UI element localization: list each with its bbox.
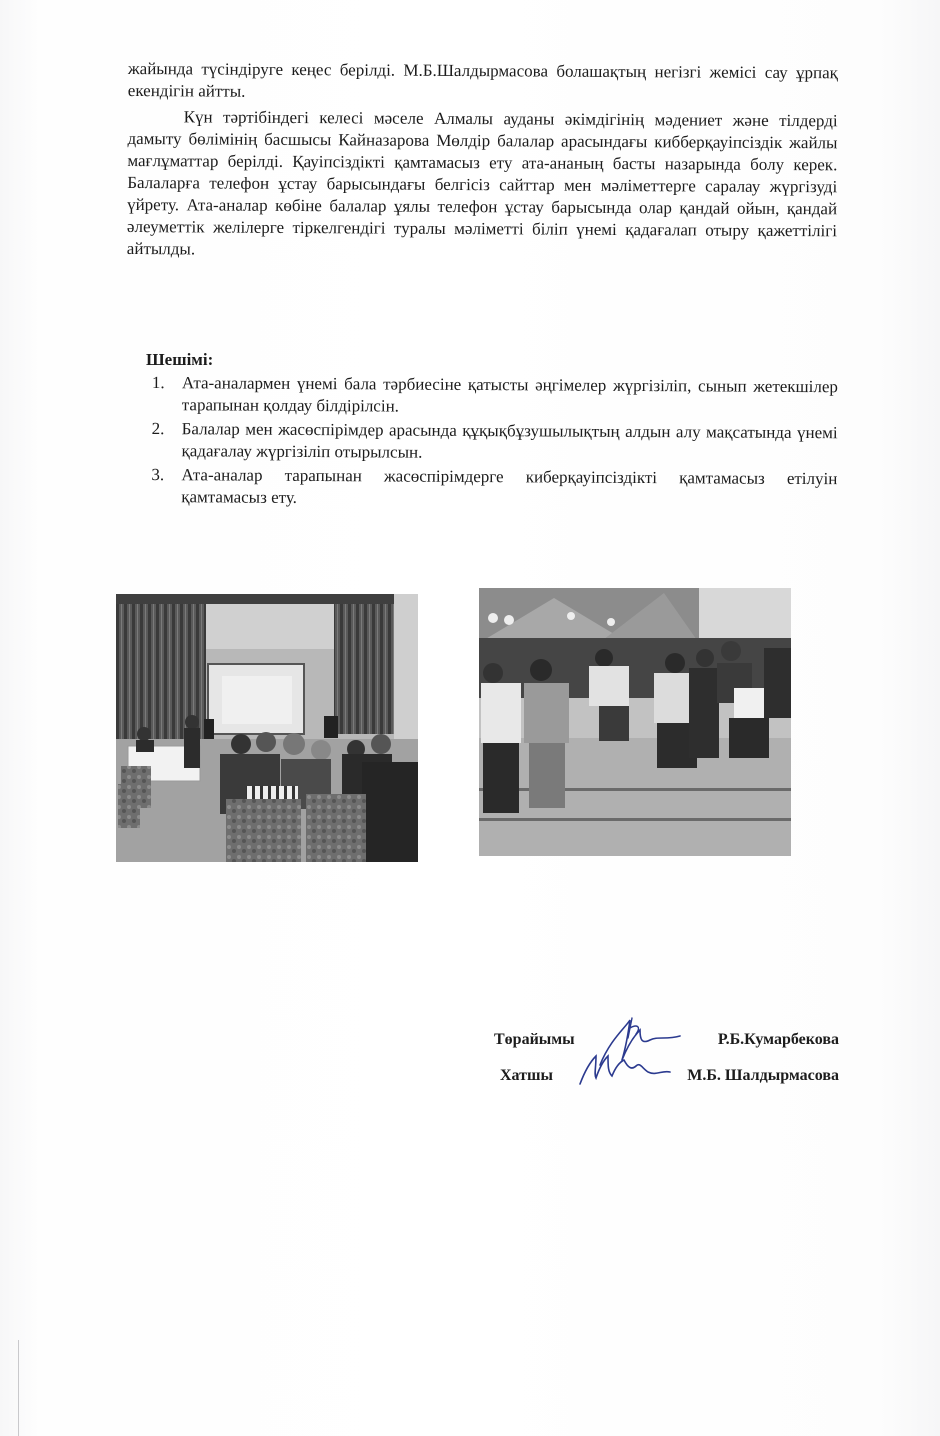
decision-item: [146, 372, 838, 420]
signature-name: М.Б. Шалдырмасова: [687, 1067, 839, 1084]
audience-image: [479, 588, 791, 856]
photo-audience: [479, 588, 791, 856]
photo-meeting-hall: [116, 594, 418, 862]
meeting-hall-image: [116, 594, 418, 862]
paragraph-intro: жайында түсіндіруге кеңес берілді. М.Б.Шалдырмасова болашақтың негізгі жемісі сау ұрпақ екендігін айтты.: [127, 58, 838, 101]
signature-block: [494, 1022, 839, 1094]
decision-number: 3.: [151, 465, 165, 485]
decision-number: 2.: [151, 419, 165, 439]
signature-row-chair: [494, 1022, 839, 1058]
decision-item: [145, 418, 837, 466]
signature-role: Хатшы: [500, 1067, 553, 1084]
page-edge-shadow: [18, 1340, 19, 1436]
decision-item: [145, 464, 837, 512]
decision-number: 1.: [151, 373, 165, 393]
decision-list: [145, 372, 838, 514]
paragraph-agenda: Күн тәртібіндегі келесі мәселе Алмалы ауданы әкімдігінің мәдениет және тілдерді дамыту бөлімінің басшысы Кайназарова Мөлдір балалар арасындағы кибберқауіпсіздік жайлы мағлұматтар берілді. Қауіпсіздікті қамтамасыз ету ата-ананың басты назарында болу керек. Балаларға телефон ұстау барысындағы белгісіз сайттар мен мәліметтерге саралау жүргізуді үйрету. Ата-аналар көбіне балалар ұялы телефон ұстау барысында олар қандай ойын, қандай әлеуметтік желілерге тіркелгендігі туралы мәліметті біліп үнемі қадағалап отыру қажеттілігі айтылды.: [126, 107, 838, 259]
signature-row-secretary: [494, 1058, 839, 1094]
body-text: [127, 58, 838, 264]
decision-text: Балалар мен жасөспірімдер арасында құқықбұзушылықтың алдын алу мақсатында үнемі қадағалау жүргізіліп отырылсын.: [181, 419, 838, 462]
decision-heading: Шешімі:: [146, 350, 214, 369]
signature-name: Р.Б.Кумарбекова: [717, 1031, 839, 1048]
decision-text: Ата-аналармен үнемі бала тәрбиесіне қатысты әңгімелер жүргізіліп, сынып жетекшілер тарапынан қолдау білдірілсін.: [181, 373, 838, 416]
signature-role: Төрайымы: [494, 1031, 575, 1048]
decision-text: Ата-аналар тарапынан жасөспірімдерге киберқауіпсіздікті қамтамасыз етілуін қамтамасыз ету.: [181, 465, 838, 507]
